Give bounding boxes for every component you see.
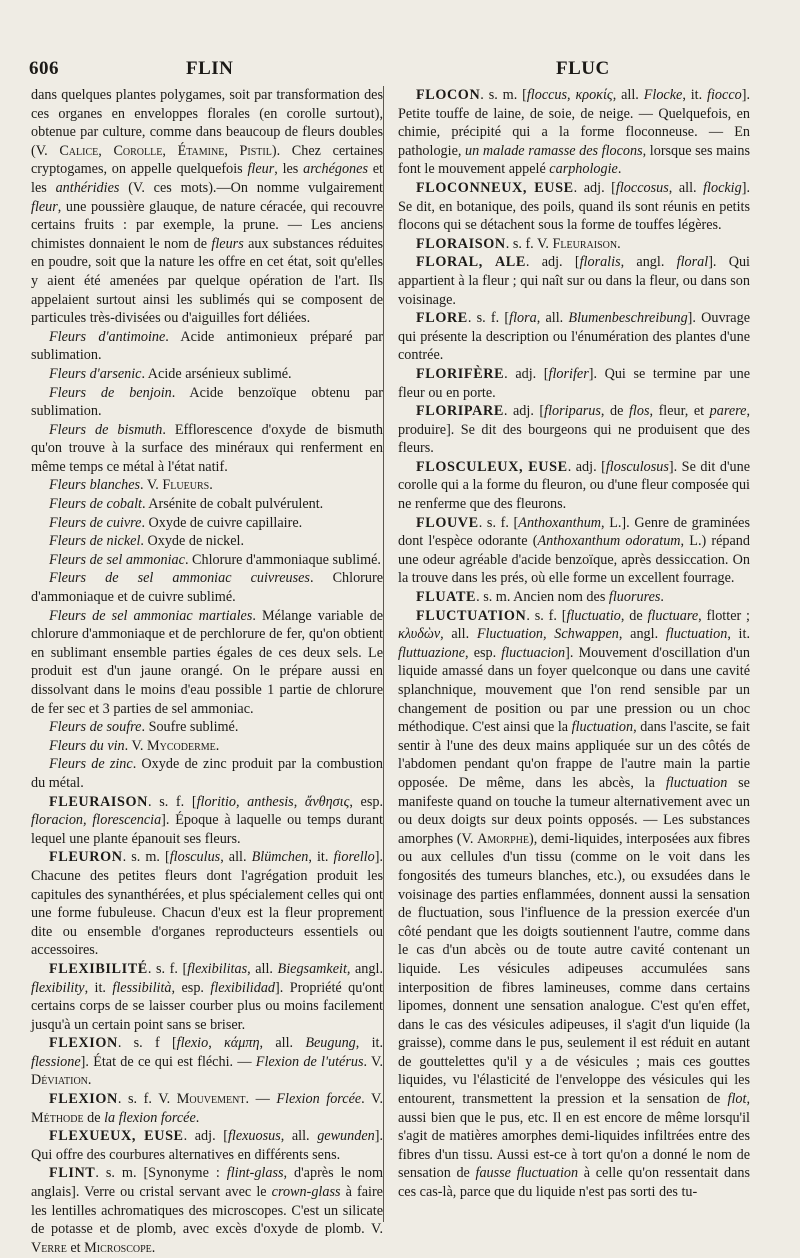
entry-headword: FLORAISON (416, 235, 506, 252)
entry-text: Mouvement (176, 1091, 246, 1108)
entry-text: . Acide benzoïque obtenu par sublimation. (31, 384, 383, 420)
entry-text: flockig (703, 179, 742, 196)
entry-text: , all. (612, 87, 644, 103)
entry-text: Flexion forcée (276, 1091, 362, 1108)
entry-text: . Arsénite de cobalt pulvérulent. (142, 496, 324, 513)
entry-text: fleur (31, 198, 58, 215)
entry-headword: FLORAL, ALE (416, 254, 526, 271)
entry-text: , angl. (618, 626, 666, 643)
entry-text: florifer (548, 365, 589, 382)
entry-paragraph (31, 607, 383, 719)
entry-text: flexibilitas (187, 960, 248, 977)
entry-text: fluctuacion (501, 644, 566, 661)
entry-text: crown-glass (271, 1184, 341, 1201)
entry-text: Amorphe (477, 830, 530, 847)
entry-text: , de (620, 607, 648, 624)
entry-text: . V. (124, 737, 148, 754)
entry-text: , esp. (465, 644, 502, 661)
entry-text: , it. (355, 1035, 383, 1052)
entry-text: Fleuraison (552, 235, 618, 252)
entry-text: flessibilità (112, 979, 172, 996)
entry-text: fluctuation (571, 719, 634, 736)
entry-headword: FLORE (416, 310, 468, 327)
entry-text: flexio (176, 1035, 209, 1052)
entry-text: ]. État de ce qui est fléchi. — (80, 1053, 256, 1070)
entry-text: Étamine (177, 142, 225, 159)
entry-text: Calice (59, 142, 99, 159)
entry-text: . s. f. V. (505, 235, 553, 252)
entry-text: , (98, 142, 114, 159)
entry-text: ]. Se dit d'une corolle qui a la forme du fleuron, ou d'une fleur composée qui ne renferme que des fleurons. (398, 458, 750, 513)
entry-text: . s. f. [ (148, 793, 197, 810)
entry-paragraph (31, 755, 383, 792)
entry-paragraph (31, 328, 383, 365)
entry-text: . Soufre sublimé. (141, 719, 239, 736)
entry-text: flot (727, 1091, 747, 1108)
entry-text: ]. Se dit, en botanique, des poils, quand ils sont réunis en petits flocons qui se détachent sous la forme de touffes légères. (398, 179, 750, 234)
entry-text: , it. (84, 979, 113, 996)
entry-text: Flueurs (162, 477, 210, 494)
left-column (31, 86, 384, 1256)
entry-text: Blümchen (251, 849, 309, 866)
entry-text: , esp. (349, 793, 384, 810)
entry-text: Fleurs de nickel (49, 533, 141, 550)
entry-text: , all. (280, 1128, 318, 1145)
entry-paragraph (398, 607, 750, 1202)
entry-paragraph (31, 365, 383, 384)
entry-text: fiocco (707, 87, 742, 103)
entry-text: Flocke (643, 87, 683, 103)
entry-paragraph (31, 514, 383, 533)
entry-text: anthéridies (55, 179, 120, 196)
entry-headword: FLINT (49, 1165, 96, 1182)
entry-text: Fleurs du vin (49, 737, 125, 754)
entry-text: Fleurs de cobalt (49, 496, 142, 513)
entry-text: floriparus (544, 403, 601, 420)
entry-text: se manifeste quand on touche la tumeur alternativement avec un ou deux doigts sur deux points opposés. — Les substances amorphes (V. (398, 774, 750, 847)
entry-text: Fleurs de bismuth (49, 421, 163, 438)
entry-text: κλυδὼν (398, 626, 441, 643)
entry-text: archégones (303, 161, 368, 178)
entry-text: , all. (247, 960, 278, 977)
entry-text: floritio, anthesis (196, 793, 294, 810)
entry-text: Microscope (84, 1239, 152, 1256)
entry-paragraph (398, 179, 750, 235)
entry-text: flessione (31, 1053, 81, 1070)
entry-text: flosculus (169, 849, 221, 866)
entry-text: ]. Ouvrage qui présente la description ou l'énumération des plantes d'une contrée. (398, 310, 750, 364)
entry-text: , it. (308, 849, 334, 866)
entry-text: . adj. [ (573, 179, 616, 196)
entry-paragraph (31, 960, 383, 1034)
entry-text: . s. f [ (117, 1035, 177, 1052)
page-number: 606 (29, 58, 59, 79)
entry-paragraph (31, 421, 383, 477)
entry-text: Fleurs de zinc (49, 756, 133, 773)
entry-paragraph (31, 718, 383, 737)
right-running-head: FLUC (556, 58, 610, 79)
entry-text: ). Chez certaines cryptogames, on appelle quelquefois (31, 142, 384, 178)
entry-paragraph (31, 551, 383, 570)
entry-text: Fleurs de benjoin (49, 384, 172, 401)
entry-text: , L.) répand une odeur agréable d'acide benzoïque, après dessiccation. On la trouve dans les prés, où elle forme un excellent fourrage. (398, 533, 750, 587)
entry-text: fluorures (608, 589, 661, 606)
entry-text: , L.]. Genre de graminées dont l'espèce odorante ( (398, 514, 750, 550)
entry-text: ]. Époque à laquelle ou temps durant lequel une plante épanouit ses fleurs. (31, 812, 383, 847)
entry-paragraph (31, 1090, 383, 1127)
entry-text: dans quelques plantes polygames, soit par transformation des ces organes en enveloppes florales (en corolle surtout), obtenue par culture, comme dans beaucoup de fleurs doubles (V. (31, 87, 383, 159)
entry-text: , une poussière glauque, de nature céracée, qui recouvre certains fruits : par exemple, la prune. — Les anciens chimistes donnaient le nom de (31, 198, 383, 252)
entry-text: . Acide arsénieux sublimé. (141, 365, 292, 382)
entry-text: . Oxyde de nickel. (140, 533, 245, 550)
entry-headword: FLUATE (416, 589, 477, 606)
entry-paragraph (398, 402, 750, 458)
entry-paragraph (31, 1034, 383, 1090)
entry-text: . (617, 161, 622, 178)
entry-paragraph (398, 514, 750, 588)
entry-text: Beugung (305, 1035, 356, 1052)
entry-text: ἄνθησις (304, 793, 350, 810)
entry-text: , it. (682, 87, 708, 103)
entry-paragraph (31, 569, 383, 606)
right-column (398, 86, 750, 1236)
entry-text: ]. Propriété qu'ont certains corps de se laisser courber plus ou moins facilement jusqu'à un certain point sans se briser. (31, 979, 384, 1033)
entry-text: , esp. (171, 979, 211, 996)
entry-text: . s. m. [ (122, 849, 170, 866)
entry-text: . V. (361, 1091, 383, 1108)
entry-text: , flotter ; (698, 607, 750, 624)
entry-text: floralis (579, 254, 621, 271)
entry-text: la flexion forcée (104, 1109, 196, 1126)
entry-text: à faire les lentilles achromatiques des microscopes. C'est un silicate de potasse et de plomb, avec excès d'oxyde de plomb. V. (31, 1184, 383, 1238)
entry-text: , all. (259, 1035, 306, 1052)
entry-text: un malade ramasse des flocons (465, 142, 643, 159)
entry-text: , all. (668, 179, 704, 196)
entry-text: . adj. [ (525, 254, 580, 271)
entry-text: , (293, 793, 305, 810)
entry-text: floracion, florescencia (31, 812, 162, 829)
entry-text: Corolle (113, 142, 163, 159)
entry-headword: FLUCTUATION (416, 607, 527, 624)
entry-paragraph (398, 235, 750, 254)
entry-headword: FLEXION (49, 1035, 118, 1052)
entry-text: . Mélange variable de chlorure d'ammoniaque et de perchlorure de fer, qu'on obtient en sublimant ensemble parties égales de ces deux sels. Le produit est d'un jaune orangé. On le prépare aussi en dissolvant dans le moins d'eau possible 1 partie de chlorure de fer sec et 3 parties de sel ammoniac. (31, 607, 383, 717)
entry-text: , (208, 1035, 224, 1052)
entry-text: à celle qu'on ressentait dans ces cas-là, parce que du liquide n'est pas sorti des tu- (398, 1165, 750, 1201)
entry-text: Fleurs de soufre (49, 719, 142, 736)
entry-text: Fleurs de cuivre (49, 514, 142, 531)
entry-text: ]. Qui offre des courbures alternatives en différents sens. (31, 1128, 383, 1163)
entry-text: . s. m. Ancien nom des (476, 589, 609, 606)
entry-text: Méthode (31, 1109, 84, 1126)
entry-text: , (224, 142, 240, 159)
entry-text: carphologie (549, 161, 618, 178)
entry-text: floccus (526, 87, 568, 103)
entry-text: flora (509, 310, 537, 327)
entry-text: . Acide antimonieux préparé par sublimation. (31, 328, 383, 364)
entry-text: . adj. [ (567, 458, 606, 475)
entry-text: Flexion de l'utérus (255, 1053, 364, 1070)
entry-text: parere (709, 403, 747, 420)
entry-text: . V. (363, 1053, 383, 1070)
entry-text: fluctuare (647, 607, 699, 624)
entry-text: . s. f. [ (478, 514, 519, 531)
entry-text: floccosus (615, 179, 669, 196)
entry-text: Anthoxanthum (518, 514, 602, 531)
entry-headword: FLEXIBILITÉ (49, 960, 148, 977)
entry-text: . s. f. [ (467, 310, 510, 327)
entry-text: κάμπη (224, 1035, 260, 1052)
entry-headword: FLORIFÈRE (416, 365, 505, 382)
entry-text: Fleurs d'arsenic (49, 365, 142, 382)
entry-text: Biegsamkeit (277, 960, 347, 977)
entry-headword: FLEXUEUX, EUSE (49, 1128, 184, 1145)
entry-text: . (209, 477, 213, 494)
entry-text: , aussi bien que le pus, etc. Il en est encore de même lorsqu'il s'agit de matières amorphes demi-liquides infiltrées entre des fibres d'un tissu. Aussi est-ce à tort qu'on a donné le nom de sensation de (398, 1091, 750, 1182)
entry-text: . s. m. [ (480, 87, 527, 103)
entry-headword: FLEXION (49, 1091, 118, 1108)
entry-text: ]. Qui appartient à la fleur ; qui naît sur ou dans la fleur, ou dans son voisinage. (398, 254, 750, 308)
entry-text: , it. (727, 626, 750, 643)
entry-text: . — (245, 1091, 277, 1108)
entry-text: fluctuation (665, 774, 728, 791)
entry-text: . Oxyde de zinc produit par la combustion du métal. (31, 756, 383, 791)
entry-text: ]. Petite touffe de laine, de soie, de neige. — Quelquefois, en chimie, précipité qui a la forme floconneuse. — En pathologie, (398, 87, 750, 159)
entry-paragraph (31, 86, 383, 328)
entry-text: flexuosus (227, 1128, 281, 1145)
entry-text: Fleurs blanches (49, 477, 141, 494)
entry-text: . (660, 589, 664, 606)
entry-text: Verre (31, 1239, 67, 1256)
entry-text: , produire]. Se dit des bourgeons qui ne produisent que des fleurs. (398, 403, 750, 457)
entry-headword: FLORIPARE (416, 403, 504, 420)
entry-text: , angl. (346, 960, 383, 977)
entry-headword: FLOSCULEUX, EUSE (416, 458, 568, 475)
entry-text: . adj. [ (503, 403, 545, 420)
entry-paragraph (398, 253, 750, 309)
entry-text: , (567, 87, 576, 103)
entry-paragraph (31, 793, 383, 849)
entry-text: de (83, 1109, 105, 1126)
entry-text: flexibility (31, 979, 85, 996)
entry-text: , all. (536, 310, 569, 327)
entry-paragraph (398, 86, 750, 179)
entry-text: fluttuazione (398, 644, 465, 661)
entry-paragraph (31, 848, 383, 960)
entry-text: aux substances réduites en poudre, soit que la nature les offre en cet état, soit qu'elles y aient été amenées par quelque opération de l'art. Ils appelaient surtout ainsi les sublimés qui se composent de particules très-divisées ou d'aiguilles fort déliées. (31, 235, 384, 327)
entry-text: floral (676, 254, 709, 271)
entry-text: ]. Chacune des petites fleurs dont l'agrégation produit les capitules des synanthérées, et plus spécialement celles qui ont une forme fubuleuse. Chacun d'eux est la fleur proprement dite ou ensemble d'organes reproducteurs essentiels ou accessoires. (31, 849, 383, 959)
entry-text: et les (31, 161, 383, 196)
entry-text: . s. f. [ (526, 607, 567, 624)
entry-text: Déviation (31, 1072, 88, 1089)
entry-text: , dans l'ascite, se fait sentir à l'une des deux mains appliquée sur un des côtés de l'abdomen pendant qu'on frappe de l'autre main la partie opposée. De même, dans les abcès, la (398, 719, 750, 791)
entry-text: fleur (247, 161, 275, 178)
entry-text: , de (600, 403, 629, 420)
entry-text: fluctuatio (566, 607, 621, 624)
entry-text: . adj. [ (504, 365, 549, 382)
column-divider (383, 86, 384, 1222)
entry-text: Fleurs de sel ammoniac cuivreuses (49, 570, 310, 587)
entry-text: Blumenbeschreibung (568, 310, 688, 327)
left-running-head: FLIN (186, 58, 234, 79)
entry-paragraph (398, 588, 750, 607)
entry-text: . (87, 1072, 92, 1089)
entry-text: . (195, 1109, 200, 1126)
entry-text: . s. f. V. (117, 1091, 177, 1108)
entry-text: Mycoderme (147, 737, 216, 754)
entry-text: . (215, 737, 220, 754)
entry-headword: FLEURAISON (49, 793, 149, 810)
entry-paragraph (31, 532, 383, 551)
entry-paragraph (31, 384, 383, 421)
entry-paragraph (31, 737, 383, 756)
entry-text: κροκίς (575, 87, 613, 103)
entry-text: fluctuation (665, 626, 728, 643)
entry-text: , all. (220, 849, 252, 866)
entry-text: . V. (140, 477, 163, 494)
entry-text: Anthoxanthum odoratum (537, 533, 681, 550)
entry-headword: FLOUVE (416, 514, 479, 531)
entry-text: , all. (440, 626, 477, 643)
entry-text: ]. Qui se termine par une fleur ou en porte. (398, 365, 750, 401)
entry-text: . (151, 1239, 156, 1256)
entry-text: , angl. (620, 254, 677, 271)
entry-text: , fleur, et (649, 403, 710, 420)
entry-paragraph (398, 309, 750, 365)
entry-paragraph (398, 458, 750, 514)
entry-text: . Oxyde de cuivre capillaire. (141, 514, 303, 531)
entry-text: Fleurs de sel ammoniac (49, 551, 185, 568)
entry-paragraph (31, 495, 383, 514)
entry-paragraph (31, 1127, 383, 1164)
entry-text: flosculosus (605, 458, 669, 475)
entry-text: Fleurs d'antimoine (49, 328, 166, 345)
entry-text: (V. ces mots).—On nomme vulgairement (119, 179, 383, 196)
entry-text: , d'après le nom anglais]. Verre ou cristal servant avec le (31, 1165, 384, 1201)
entry-text: , les (274, 161, 304, 178)
entry-text: Fluctuation, Schwappen (476, 626, 619, 643)
entry-headword: FLOCONNEUX, EUSE (416, 179, 574, 196)
entry-text: flos (628, 403, 650, 420)
entry-text: . s. m. [Synonyme : (95, 1165, 227, 1182)
entry-text: , lorsque ses mains font le mouvement appelé (398, 142, 750, 178)
entry-paragraph (31, 1164, 383, 1257)
entry-text: Fleurs de sel ammoniac martiales (49, 607, 253, 624)
entry-text: . s. f. [ (147, 960, 188, 977)
entry-text: ), demi-liquides, interposées aux fibres ou aux cellules d'un tissu (comme on le voit dans les fongosités des tumeurs blanches, etc.), ou exsudées dans le voisinage des parties enflammées, donnent aussi la sensation de fluctuation, sous l'influence de la pression exercée d'un côté pendant que les doigts soutiennent l'autre, comme dans le cas d'un abcès ou de toute autre cavité contenant un liquide. Les vésicules adipeuses accumulées sans interposition de fibres lamineuses, comme dans certains lipomes, donnent une sensation analogue. C'est qu'en effet, dans le cas des vésicules adipeuses, il s'agit d'un liquide (la graisse), comme dans le pus, seulement il est réduit en autant de gouttelettes qu'il y a de vésicules ; mais ces gouttes liquides, vu l'élasticité de l'enveloppe des vésicules qui les entourent, transmettent la pression et la sensation de (398, 830, 750, 1108)
entry-text: et (66, 1239, 85, 1256)
entry-text: fiorello (333, 849, 375, 866)
entry-text: fausse fluctuation (475, 1165, 579, 1182)
entry-text: . Chlorure d'ammoniaque et de cuivre sublimé. (31, 570, 384, 606)
entry-text: . (617, 235, 621, 252)
entry-text: , (162, 142, 178, 159)
entry-text: . Chlorure d'ammoniaque sublimé. (184, 551, 381, 568)
entry-text: flexibilidad (210, 979, 276, 996)
entry-text: flint-glass (226, 1165, 284, 1182)
entry-text: . Efflorescence d'oxyde de bismuth qu'on trouve à la surface des minéraux qui renferment en même temps ce métal à l'état natif. (31, 421, 383, 475)
entry-text: Pistil (239, 142, 272, 159)
entry-headword: FLEURON (49, 849, 123, 866)
entry-text: . adj. [ (183, 1128, 228, 1145)
entry-headword: FLOCON (416, 87, 481, 103)
entry-text: fleurs (211, 235, 244, 252)
entry-text: gewunden (317, 1128, 375, 1145)
entry-paragraph (31, 476, 383, 495)
entry-text: ]. Mouvement d'oscillation d'un liquide amassé dans un foyer quelconque ou dans une cavité splanchnique, mouvement que l'on rend sensible par un changement de position ou par une pression ou un choc méthodique. C'est ainsi que la (398, 644, 750, 736)
entry-paragraph (398, 365, 750, 402)
